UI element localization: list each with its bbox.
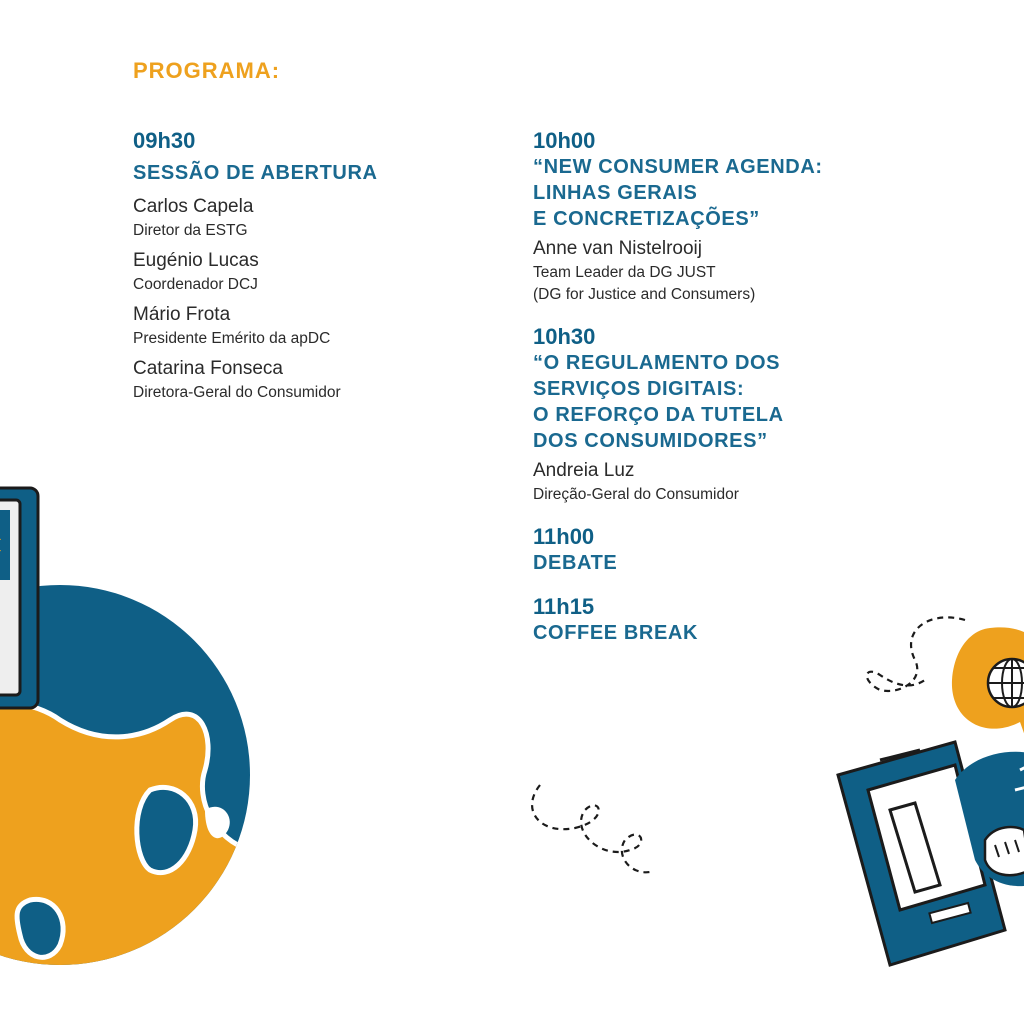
hand-icon [955, 752, 1024, 886]
globe-illustration [0, 585, 260, 1000]
speaker-name: Anne van Nistelrooij [533, 238, 702, 259]
session-title: “O REGULAMENTO DOS SERVIÇOS DIGITAIS: O REFORÇO DA TUTELA DOS CONSUMIDORES” [533, 352, 784, 452]
session-title: SESSÃO DE ABERTURA [133, 162, 378, 184]
tablet-icon [838, 742, 1005, 965]
speaker [533, 458, 1003, 506]
session-time: 11h15 [533, 594, 595, 619]
speaker [133, 356, 513, 404]
session-digital-services [533, 324, 1003, 506]
session-title: COFFEE BREAK [533, 622, 698, 644]
speaker-name: Mário Frota [133, 304, 231, 325]
session-time: 10h00 [533, 128, 596, 153]
session-new-consumer-agenda [533, 128, 1003, 306]
speaker-role: Diretor da ESTG [133, 222, 248, 239]
phone-icon [0, 488, 38, 708]
speaker-name: Catarina Fonseca [133, 358, 283, 379]
session-time: 11h00 [533, 524, 595, 549]
session-time: 09h30 [133, 128, 196, 153]
session-time: 10h30 [533, 324, 596, 349]
session-coffee-break [533, 594, 1003, 646]
speaker-role: Coordenador DCJ [133, 276, 258, 293]
session-title: “NEW CONSUMER AGENDA: LINHAS GERAIS E CONCRETIZAÇÕES” [533, 156, 823, 230]
session-debate [533, 524, 1003, 576]
speaker-name: Eugénio Lucas [133, 250, 259, 271]
speaker [533, 236, 1003, 306]
program-heading: PROGRAMA: [133, 58, 281, 83]
speaker-name: Carlos Capela [133, 196, 254, 217]
speaker-role: Team Leader da DG JUST (DG for Justice and Consumers) [533, 264, 756, 303]
speaker [133, 194, 513, 242]
program-sessions [533, 128, 1003, 664]
speaker-role: Presidente Emérito da apDC [133, 330, 331, 347]
speaker [133, 302, 513, 350]
speaker-name: Andreia Luz [533, 460, 635, 481]
speaker-role: Direção-Geral do Consumidor [533, 486, 739, 503]
session-title: DEBATE [533, 552, 618, 574]
speaker-role: Diretora-Geral do Consumidor [133, 384, 341, 401]
opening-session [133, 128, 513, 404]
speaker [133, 248, 513, 296]
